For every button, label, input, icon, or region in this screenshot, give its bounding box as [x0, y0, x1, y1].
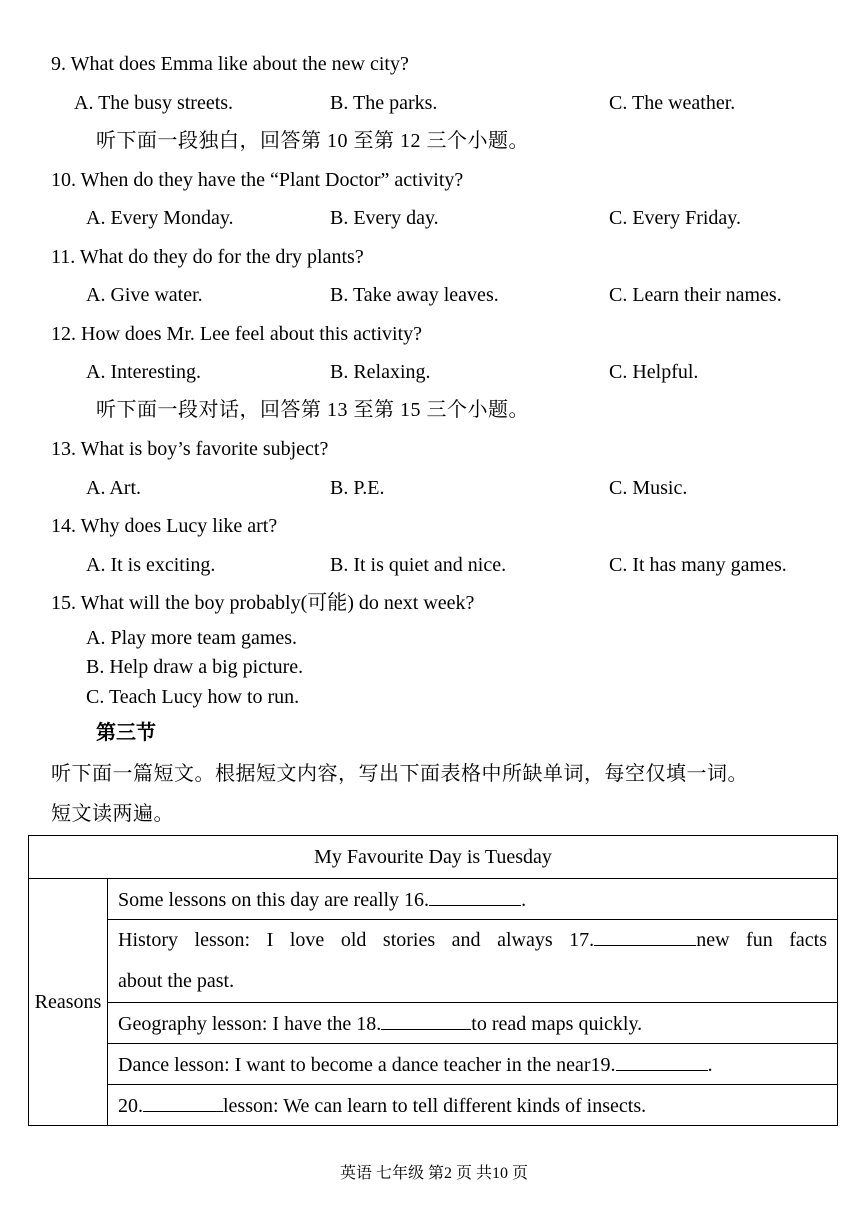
- row20-after: lesson: We can learn to tell different kinds of insects.: [223, 1095, 647, 1117]
- q9-option-c: C. The weather.: [609, 92, 736, 114]
- q13-stem: 13. What is boy’s favorite subject?: [51, 438, 329, 460]
- q12-stem: 12. How does Mr. Lee feel about this activity?: [51, 323, 423, 345]
- row17-line1: [118, 920, 827, 961]
- section-instruction-line2: 短文读两遍。: [51, 803, 174, 825]
- table-row-18: [108, 1003, 838, 1044]
- q14-option-c: C. It has many games.: [609, 554, 787, 576]
- instruction-dialogue: 听下面一段对话，回答第 13 至第 15 三个小题。: [96, 399, 529, 421]
- table-row-20: [108, 1085, 838, 1126]
- q12-option-b: B. Relaxing.: [330, 361, 431, 383]
- q10-option-a: A. Every Monday.: [86, 207, 234, 229]
- reasons-label: Reasons: [29, 879, 108, 1126]
- blank-16: [429, 886, 521, 906]
- q11-stem: 11. What do they do for the dry plants?: [51, 246, 364, 268]
- row16-end: .: [521, 889, 527, 911]
- section-heading: 第三节: [96, 722, 156, 744]
- q11-option-a: A. Give water.: [86, 284, 203, 306]
- q13-option-a: A. Art.: [86, 477, 141, 499]
- q9-option-a: A. The busy streets.: [74, 92, 234, 114]
- q15-stem: 15. What will the boy probably(可能) do next week?: [51, 592, 475, 614]
- q14-option-a: A. It is exciting.: [86, 554, 216, 576]
- q12-option-a: A. Interesting.: [86, 361, 201, 383]
- section-instruction-line1: 听下面一篇短文。根据短文内容，写出下面表格中所缺单词，每空仅填一词。: [51, 763, 748, 785]
- q13-option-b: B. P.E.: [330, 477, 385, 499]
- blank-20: [143, 1092, 223, 1112]
- row17-line2: about the past.: [118, 970, 235, 992]
- page-footer: 英语 七年级 第2 页 共10 页: [339, 1165, 528, 1182]
- q15-option-a: A. Play more team games.: [86, 627, 298, 649]
- q14-stem: 14. Why does Lucy like art?: [51, 515, 278, 537]
- q9-option-b: B. The parks.: [330, 92, 438, 114]
- row17-text: History lesson: I love old stories and always 17.: [118, 929, 595, 951]
- row16-text: Some lessons on this day are really 16.: [118, 889, 430, 911]
- table-row-19: [108, 1044, 838, 1085]
- blank-17: [594, 926, 696, 946]
- q10-stem: 10. When do they have the “Plant Doctor” activity?: [51, 169, 464, 191]
- q14-option-b: B. It is quiet and nice.: [330, 554, 507, 576]
- q11-option-b: B. Take away leaves.: [330, 284, 499, 306]
- fill-in-table: [28, 835, 838, 1126]
- row19-text: Dance lesson: I want to become a dance teacher in the near19.: [118, 1054, 616, 1076]
- q10-option-c: C. Every Friday.: [609, 207, 742, 229]
- row17-after: new fun facts: [696, 929, 828, 951]
- row20-text: 20.: [118, 1095, 143, 1117]
- row18-text: Geography lesson: I have the 18.: [118, 1013, 382, 1035]
- q15-option-b: B. Help draw a big picture.: [86, 656, 304, 678]
- row18-after: to read maps quickly.: [471, 1013, 643, 1035]
- q13-option-c: C. Music.: [609, 477, 688, 499]
- table-row-17: [108, 920, 838, 1003]
- table-row-16: [108, 879, 838, 920]
- q12-option-c: C. Helpful.: [609, 361, 699, 383]
- blank-18: [381, 1010, 471, 1030]
- table-title: My Favourite Day is Tuesday: [29, 836, 838, 879]
- q15-option-c: C. Teach Lucy how to run.: [86, 686, 300, 708]
- q10-option-b: B. Every day.: [330, 207, 439, 229]
- blank-19: [616, 1051, 708, 1071]
- q9-stem: 9. What does Emma like about the new city?: [51, 53, 409, 75]
- row19-end: .: [707, 1054, 713, 1076]
- q11-option-c: C. Learn their names.: [609, 284, 782, 306]
- instruction-monologue: 听下面一段独白，回答第 10 至第 12 三个小题。: [96, 130, 529, 152]
